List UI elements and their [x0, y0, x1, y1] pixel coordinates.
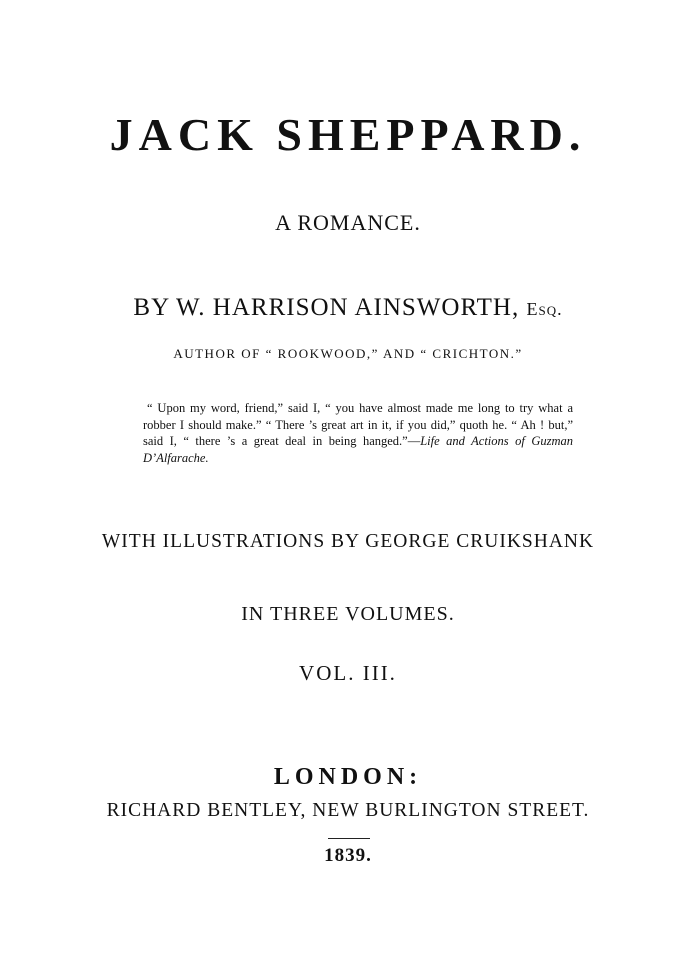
volume-count: IN THREE VOLUMES. — [241, 603, 455, 625]
divider-rule — [328, 838, 370, 839]
author-byline — [0, 294, 696, 322]
byline-name: BY W. HARRISON AINSWORTH, — [133, 294, 527, 321]
volume-number: VOL. III. — [299, 661, 397, 685]
author-previous-works: AUTHOR OF “ ROOKWOOD,” AND “ CRICHTON.” — [173, 346, 523, 361]
book-title: JACK SHEPPARD. — [109, 109, 587, 160]
publication-place: LONDON: — [273, 764, 423, 790]
publication-year: 1839. — [324, 845, 372, 866]
epigraph-source: Life and Actions of Guzman D’Alfarache. — [143, 434, 573, 465]
publisher: RICHARD BENTLEY, NEW BURLINGTON STREET. — [106, 800, 590, 821]
byline-suffix: Esq. — [526, 299, 563, 319]
epigraph — [143, 400, 573, 466]
book-subtitle: A ROMANCE. — [275, 210, 421, 235]
epigraph-quote: “ Upon my word, friend,” said I, “ you have almost made me long to try what a robber I should make.” “ There ’s great art in it, if you did,” quoth he. “ Ah ! but,” said I, “ there ’s a great deal in being hanged.”— — [143, 401, 573, 448]
illustrator-credit: WITH ILLUSTRATIONS BY GEORGE CRUIKSHANK — [101, 531, 595, 552]
